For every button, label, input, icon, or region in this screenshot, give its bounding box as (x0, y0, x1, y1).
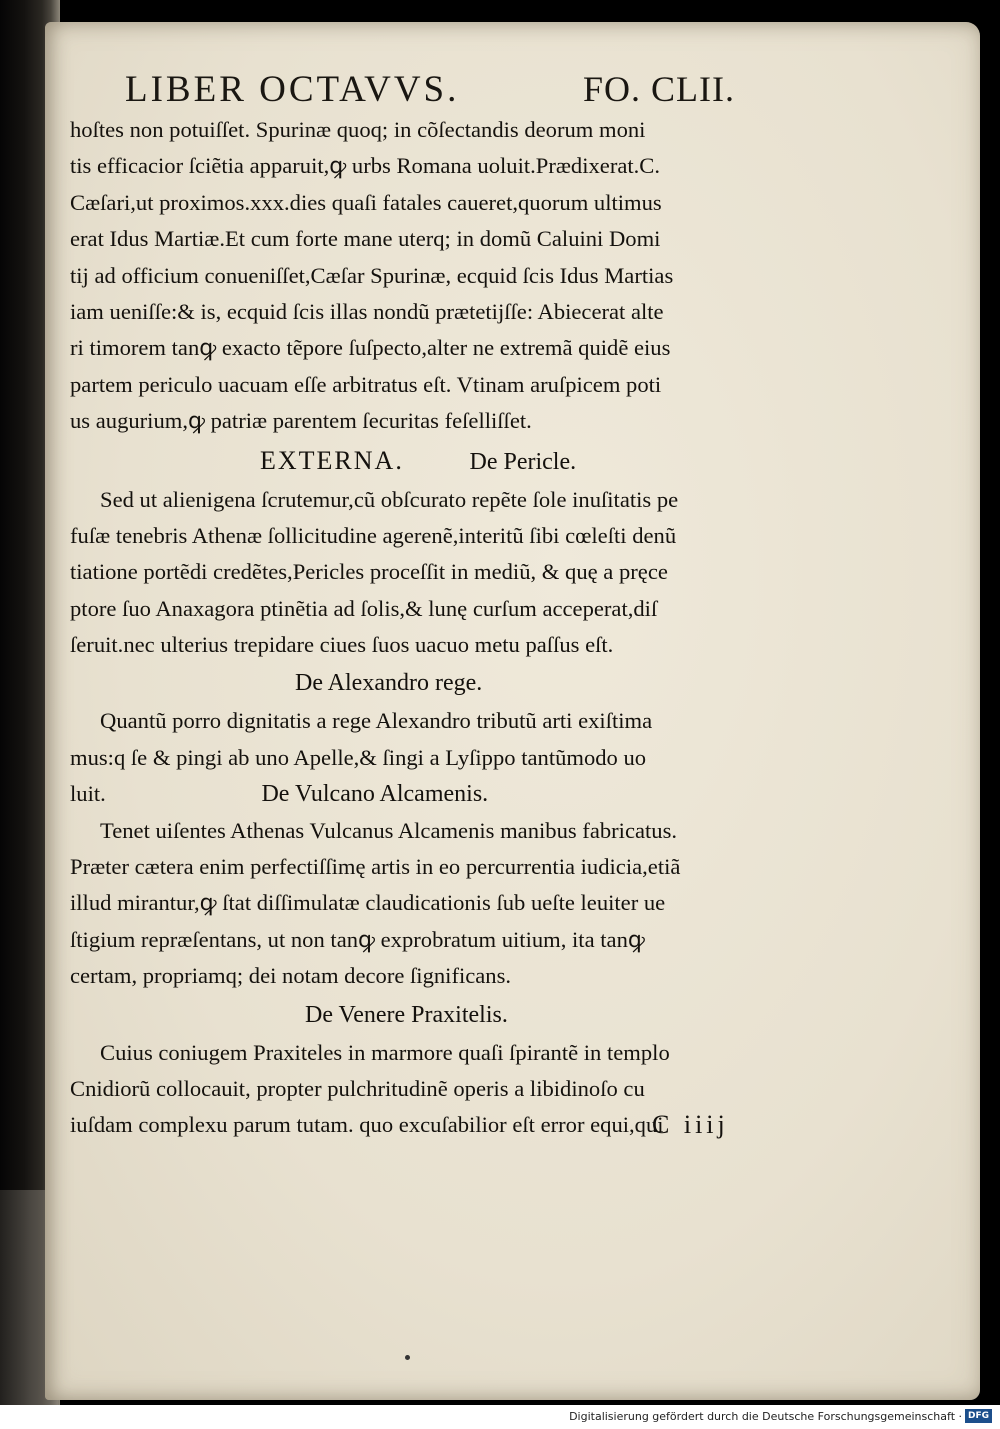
text-line: iuſdam complexu parum tutam. quo excuſabilior eſt error equi,qui (70, 1112, 664, 1138)
text-line: tis efficacior ſciẽtia apparuit,ꝙ urbs Romana uoluit.Prædixerat.C. (70, 153, 661, 179)
text-line: Cnidiorũ collocauit, propter pulchritudinẽ operis a libidinoſo cu (70, 1075, 645, 1101)
dfg-logo-icon: DFG (965, 1409, 992, 1423)
text-line: Tenet uiſentes Athenas Vulcanus Alcamenis manibus fabricatus. (100, 817, 678, 843)
running-head: LIBER OCTAVVS. (125, 69, 460, 110)
subheading-vulcano: De Vulcano Alcamenis. (261, 781, 489, 808)
externa-subtitle: De Pericle. (469, 448, 577, 475)
folio-number: FO. CLII. (583, 69, 735, 109)
text-line-with-heading (70, 776, 790, 812)
text-line: us augurium,ꝙ patriæ parentem ſecuritas feſelliſſet. (70, 408, 532, 434)
text-line: erat Idus Martiæ.Et cum forte mane uterq; in domũ Caluini Domi (70, 226, 661, 252)
page-speck (405, 1355, 410, 1360)
text-line: Quantũ porro dignitatis a rege Alexandro tributũ arti exiſtima (100, 708, 653, 734)
text-line: Cuius coniugem Praxiteles in marmore quaſi ſpirantẽ in templo (100, 1039, 670, 1065)
text-line: ri timorem tanꝙ exacto tẽpore ſuſpecto,alter ne extremã quidẽ eius (70, 335, 671, 361)
body-text (70, 112, 790, 1144)
signature-mark: C iiij (652, 1110, 729, 1139)
page-header (75, 60, 735, 120)
text-line: Præter cætera enim perfectiſſimę artis in eo percurrentia iudicia,etiã (70, 854, 681, 880)
text-line: tiatione portẽdi credẽtes,Pericles proceſſit in mediũ, & quę a pręce (70, 559, 668, 585)
footer-bar (0, 1405, 1000, 1429)
text-line: tij ad officium conueniſſet,Cæſar Spurinæ, ecquid ſcis Idus Martias (70, 262, 674, 288)
text-line: mus:q ſe & pingi ab uno Apelle,& ſingi a Lyſippo tantũmodo uo (70, 744, 647, 770)
subheading-alexandro: De Alexandro rege. (295, 670, 483, 697)
externa-title: EXTERNA. (260, 445, 404, 475)
text-line: ptore ſuo Anaxagora ptinẽtia ad ſolis,& lunę curſum acceperat,diſ (70, 595, 658, 621)
text-line: Cæſari,ut proximos.xxx.dies quaſi fatales caueret,quorum ultimus (70, 189, 662, 215)
section-heading-alexandro (70, 663, 790, 703)
funding-credit: Digitalisierung gefördert durch die Deutsche Forschungsgemeinschaft · (569, 1410, 962, 1423)
text-line: fuſæ tenebris Athenæ ſollicitudine agerenẽ,interitũ ſibi cœleſti denũ (70, 522, 677, 548)
text-line: certam, propriamq; dei notam decore ſignificans. (70, 963, 512, 989)
text-line: iam ueniſſe:& is, ecquid ſcis illas nondũ prætetijſſe: Abiecerat alte (70, 298, 664, 324)
section-heading-externa (70, 440, 790, 482)
text-line: illud mirantur,ꝙ ſtat diſſimulatæ claudicationis ſub ueſte leuiter ue (70, 890, 666, 916)
text-line: ſtigium repræſentans, ut non tanꝙ exprobratum uitium, ita tanꝙ (70, 926, 645, 952)
text-line: Sed ut alienigena ſcrutemur,cũ obſcurato repẽte ſole inuſitatis pe (100, 486, 679, 512)
subheading-venere: De Venere Praxitelis. (305, 1001, 508, 1028)
text-fragment: luit. (70, 781, 106, 807)
section-heading-venere (70, 995, 790, 1035)
text-line: ſeruit.nec ulterius trepidare ciues ſuos uacuo metu paſſus eſt. (70, 632, 614, 658)
text-line: partem periculo uacuam eſſe arbitratus eſt. Vtinam aruſpicem poti (70, 371, 662, 397)
text-line: hoſtes non potuiſſet. Spurinæ quoq; in cõſectandis deorum moni (70, 117, 646, 142)
